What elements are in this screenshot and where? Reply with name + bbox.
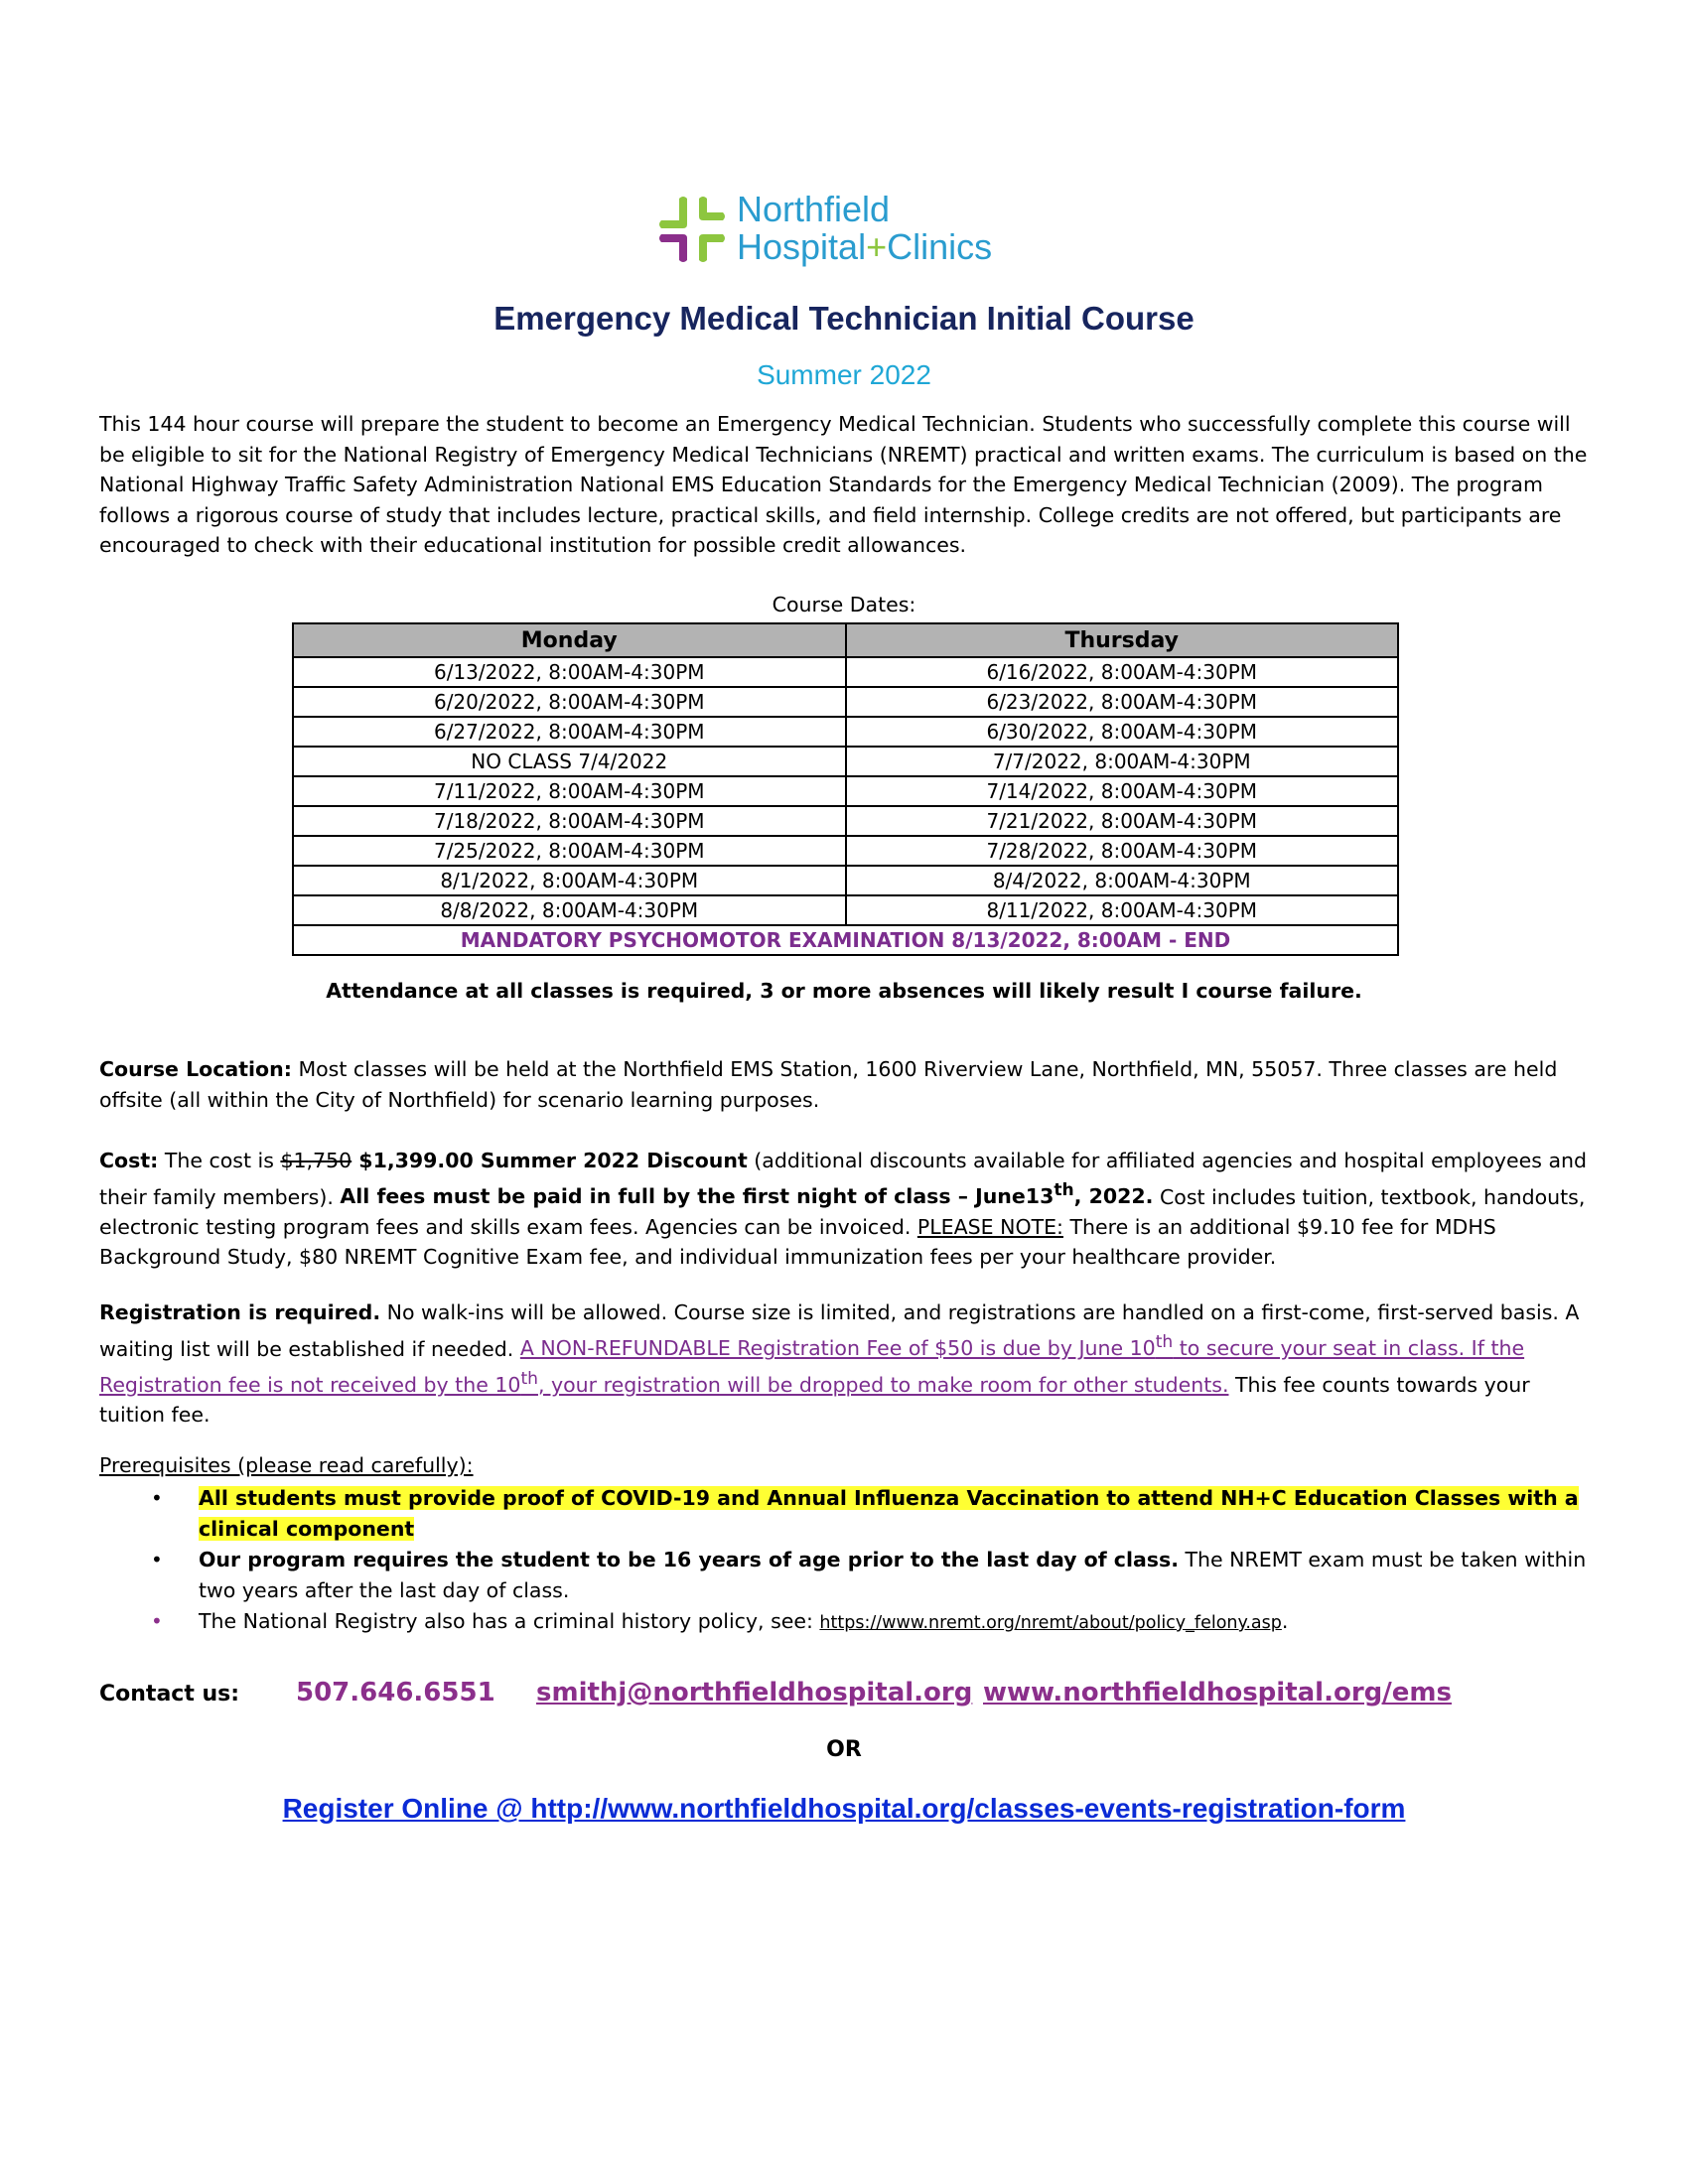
list-item: [99, 1545, 1589, 1605]
exam-timing: The NREMT exam must be taken within two years after the last day of class.: [199, 1548, 1587, 1602]
logo-line-1: Northfield: [737, 189, 891, 229]
page-subtitle: Summer 2022: [757, 359, 931, 390]
list-item: [99, 1606, 1589, 1639]
register-online-link[interactable]: Register Online @ http://www.northfieldhospital.org/classes-events-registration-form: [282, 1793, 1406, 1824]
logo-hospital: Hospital: [737, 226, 867, 267]
registration-text: No walk-ins will be allowed. Course size is limited, and registrations are handled on a first-come, first-served basis. A waiting list will be established if needed.: [99, 1300, 1580, 1361]
logo-wordmark: [737, 191, 992, 266]
logo-clinics: Clinics: [887, 226, 993, 267]
intro-paragraph: This 144 hour course will prepare the student to become an Emergency Medical Technician. Students who successfully complete this course will be eligible to sit for the National Registry of Emergency Medical Technicians (NREMT) practical and written exams. The curriculum is based on the National Highway Traffic Safety Administration National EMS Education Standards for the Emergency Medical Technician (2009). The program follows a rigorous course of study that includes lecture, practical skills, and field internship. College credits are not offered, but participants are encouraged to check with their educational institution for possible credit allowances.: [99, 412, 1588, 557]
registration-paragraph: [99, 1297, 1589, 1431]
cost-text: There is an additional $9.10 fee for MDHS Background Study, $80 NREMT Cognitive Exam fee, and individual immunization fees per your healthcare provider.: [99, 1214, 1496, 1270]
table-row: [293, 806, 1398, 836]
exam-cell: MANDATORY PSYCHOMOTOR EXAMINATION 8/13/2022, 8:00AM - END: [293, 925, 1398, 955]
registration-fee-text: , your registration will be dropped to make room for other students.: [537, 1372, 1229, 1397]
cost-text: (additional discounts available for affiliated agencies and hospital employees and their family members).: [99, 1149, 1588, 1209]
registration-fee-text: to secure your seat in class. If the Registration fee is not received by the 10: [99, 1336, 1525, 1397]
course-dates-table: [292, 622, 1399, 956]
table-cell: 7/14/2022, 8:00AM-4:30PM: [846, 776, 1399, 806]
prerequisites-title: Prerequisites (please read carefully):: [99, 1453, 474, 1477]
course-dates-label: Course Dates:: [772, 593, 916, 616]
table-cell: 8/1/2022, 8:00AM-4:30PM: [293, 866, 846, 895]
table-row: [293, 866, 1398, 895]
table-cell: 7/21/2022, 8:00AM-4:30PM: [846, 806, 1399, 836]
location-paragraph: [99, 1054, 1589, 1115]
table-cell: 7/11/2022, 8:00AM-4:30PM: [293, 776, 846, 806]
table-cell: 6/20/2022, 8:00AM-4:30PM: [293, 687, 846, 717]
cost-text: The cost is: [158, 1149, 281, 1172]
cost-paragraph: [99, 1146, 1589, 1273]
table-cell: 6/30/2022, 8:00AM-4:30PM: [846, 717, 1399, 747]
table-cell: 7/7/2022, 8:00AM-4:30PM: [846, 747, 1399, 776]
table-cell: 7/25/2022, 8:00AM-4:30PM: [293, 836, 846, 866]
cross-logo-icon: [657, 191, 729, 266]
table-row: [293, 776, 1398, 806]
criminal-policy-text: The National Registry also has a criminal history policy, see:: [199, 1609, 820, 1633]
table-row: [293, 717, 1398, 747]
column-header-thursday: Thursday: [846, 623, 1399, 657]
contact-phone[interactable]: 507.646.6551: [296, 1678, 495, 1707]
fees-deadline: [340, 1180, 1154, 1209]
nremt-policy-link[interactable]: https://www.nremt.org/nremt/about/policy_felony.asp: [819, 1613, 1282, 1633]
attendance-note: Attendance at all classes is required, 3 or more absences will likely result I course failure.: [326, 979, 1362, 1003]
registration-fee-text: A NON-REFUNDABLE Registration Fee of $50 is due by June 10: [519, 1336, 1156, 1361]
age-requirement: Our program requires the student to be 16 years of age prior to the last day of class.: [199, 1548, 1180, 1571]
table-row: [293, 657, 1398, 687]
vaccination-requirement: All students must provide proof of COVID-19 and Annual Influenza Vaccination to attend NH+C Education Classes with a clinical component: [199, 1486, 1579, 1541]
table-row: [293, 747, 1398, 776]
table-header-row: [293, 623, 1398, 657]
table-row: [293, 895, 1398, 925]
cost-label: Cost:: [99, 1149, 159, 1172]
table-cell: 7/28/2022, 8:00AM-4:30PM: [846, 836, 1399, 866]
prerequisites-list: [99, 1483, 1589, 1640]
policy-period: .: [1281, 1609, 1289, 1633]
cost-text: Cost includes tuition, textbook, handouts, electronic testing program fees and skills exam fees. Agencies can be invoiced.: [99, 1184, 1586, 1239]
bullet-icon: •: [151, 1609, 163, 1633]
table-cell: 8/11/2022, 8:00AM-4:30PM: [846, 895, 1399, 925]
table-cell: 8/4/2022, 8:00AM-4:30PM: [846, 866, 1399, 895]
registration-fee-sup: th: [1155, 1332, 1174, 1353]
bullet-icon: •: [151, 1548, 163, 1571]
please-note-label: PLEASE NOTE:: [916, 1214, 1063, 1239]
page-title: Emergency Medical Technician Initial Course: [493, 300, 1195, 337]
fees-deadline-year: , 2022.: [1073, 1184, 1154, 1209]
bullet-icon: •: [151, 1486, 163, 1510]
table-row: [293, 836, 1398, 866]
table-cell: NO CLASS 7/4/2022: [293, 747, 846, 776]
table-cell: 7/18/2022, 8:00AM-4:30PM: [293, 806, 846, 836]
table-cell: 6/23/2022, 8:00AM-4:30PM: [846, 687, 1399, 717]
table-cell: 6/16/2022, 8:00AM-4:30PM: [846, 657, 1399, 687]
northfield-logo: [657, 191, 1035, 270]
table-row: [293, 687, 1398, 717]
discount-price: $1,399.00 Summer 2022 Discount: [352, 1149, 748, 1172]
contact-website-link[interactable]: www.northfieldhospital.org/ems: [983, 1678, 1452, 1707]
list-item: [99, 1483, 1589, 1544]
location-text: Most classes will be held at the Northfield EMS Station, 1600 Riverview Lane, Northfield, MN, 55057. Three classes are held offsite (all within the City of Northfield) for scenario learning purposes.: [99, 1057, 1558, 1112]
registration-fee-sup: th: [520, 1368, 538, 1389]
table-cell: 8/8/2022, 8:00AM-4:30PM: [293, 895, 846, 925]
table-cell: 6/27/2022, 8:00AM-4:30PM: [293, 717, 846, 747]
contact-label: Contact us:: [99, 1682, 240, 1706]
exam-row: [293, 925, 1398, 955]
registration-text: This fee counts towards your tuition fee.: [99, 1372, 1530, 1428]
logo-plus: +: [866, 226, 888, 267]
table-cell: 6/13/2022, 8:00AM-4:30PM: [293, 657, 846, 687]
contact-email-link[interactable]: smithj@northfieldhospital.org: [536, 1678, 973, 1707]
logo-line-2: [737, 228, 992, 266]
fees-deadline-text: All fees must be paid in full by the first night of class – June13: [340, 1184, 1055, 1209]
old-price: $1,750: [280, 1149, 352, 1172]
location-label: Course Location:: [99, 1057, 292, 1081]
fees-deadline-sup: th: [1054, 1180, 1074, 1201]
column-header-monday: Monday: [293, 623, 846, 657]
or-separator: OR: [826, 1737, 862, 1762]
registration-label: Registration is required.: [99, 1300, 381, 1324]
